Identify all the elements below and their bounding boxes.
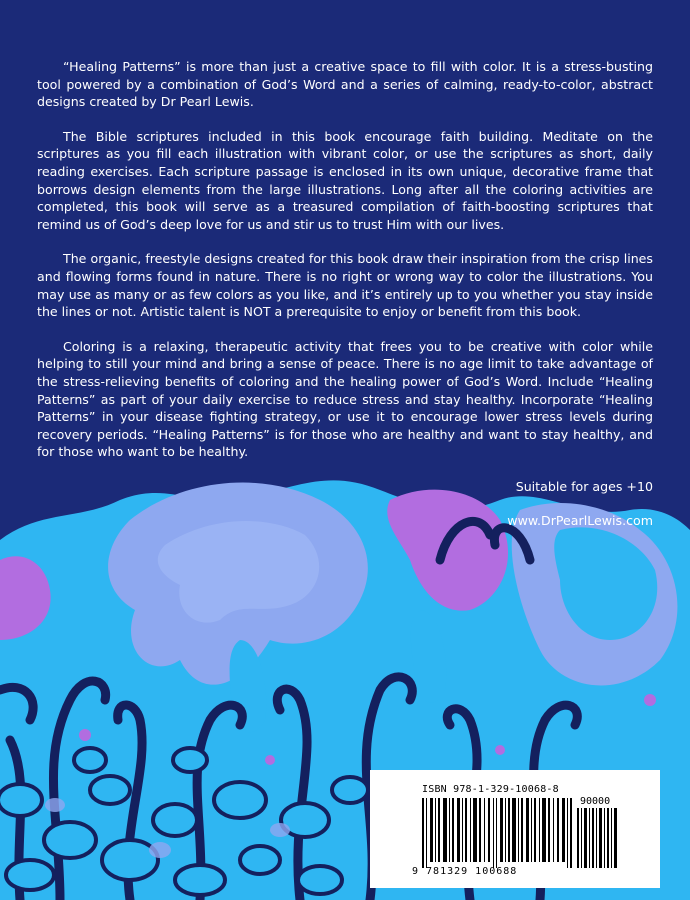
intro-paragraph: “Healing Patterns” is more than just a creative space to fill with color. It is a stress-busting tool powered by a combination of God’s Word and a series of calming, ready-to-color, abstract designs created by Dr Pearl Lewis. — [37, 59, 653, 110]
website-link[interactable]: www.DrPearlLewis.com — [507, 513, 653, 529]
scriptures-paragraph: The Bible scriptures included in this book encourage faith building. Meditate on the scriptures as you fill each illustration with vibrant color, or use the scriptures as short, daily reading exercises. Each scripture passage is enclosed in its own unique, decorative frame that borrows design elements from the large illustrations. Long after all the coloring activities are completed, this book will serve as a treasured compilation of faith-boosting scriptures that remind us of God’s deep love for us and stir us to trust Him with our lives. — [37, 128, 653, 232]
age-note: Suitable for ages +10 — [515, 478, 653, 494]
benefits-paragraph: Coloring is a relaxing, therapeutic activity that frees you to be creative with color while helping to still your mind and bring a sense of peace. There is no age limit to take advantage of the stress-relieving benefits of coloring and the healing power of God’s Word. Include “Healing Patterns” as part of your daily exercise to reduce stress and stay healthy. Incorporate “Healing Patterns” in your disease fighting strategy, or use it to encourage lower stress levels during recovery periods. “Healing Patterns” is for those who are healthy and want to stay healthy, and for those who want to be healthy. — [37, 338, 653, 460]
designs-paragraph: The organic, freestyle designs created for this book draw their inspiration from the crisp lines and flowing forms found in nature. There is no right or wrong way to color the illustrations. You may use as many or as few colors as you like, and it’s entirely up to you whether you stay inside the lines or not. Artistic talent is NOT a prerequisite to enjoy or benefit from this book. — [37, 251, 653, 320]
barcode-digits: 9 781329 100688 — [412, 866, 518, 877]
ean-barcode-bars — [422, 798, 572, 868]
addon-barcode-bars — [577, 808, 619, 868]
isbn-barcode-box — [370, 770, 660, 888]
back-cover-text — [37, 58, 653, 547]
isbn-label: ISBN 978-1-329-10068-8 — [422, 784, 559, 795]
price-addon-code: 90000 — [580, 796, 611, 807]
